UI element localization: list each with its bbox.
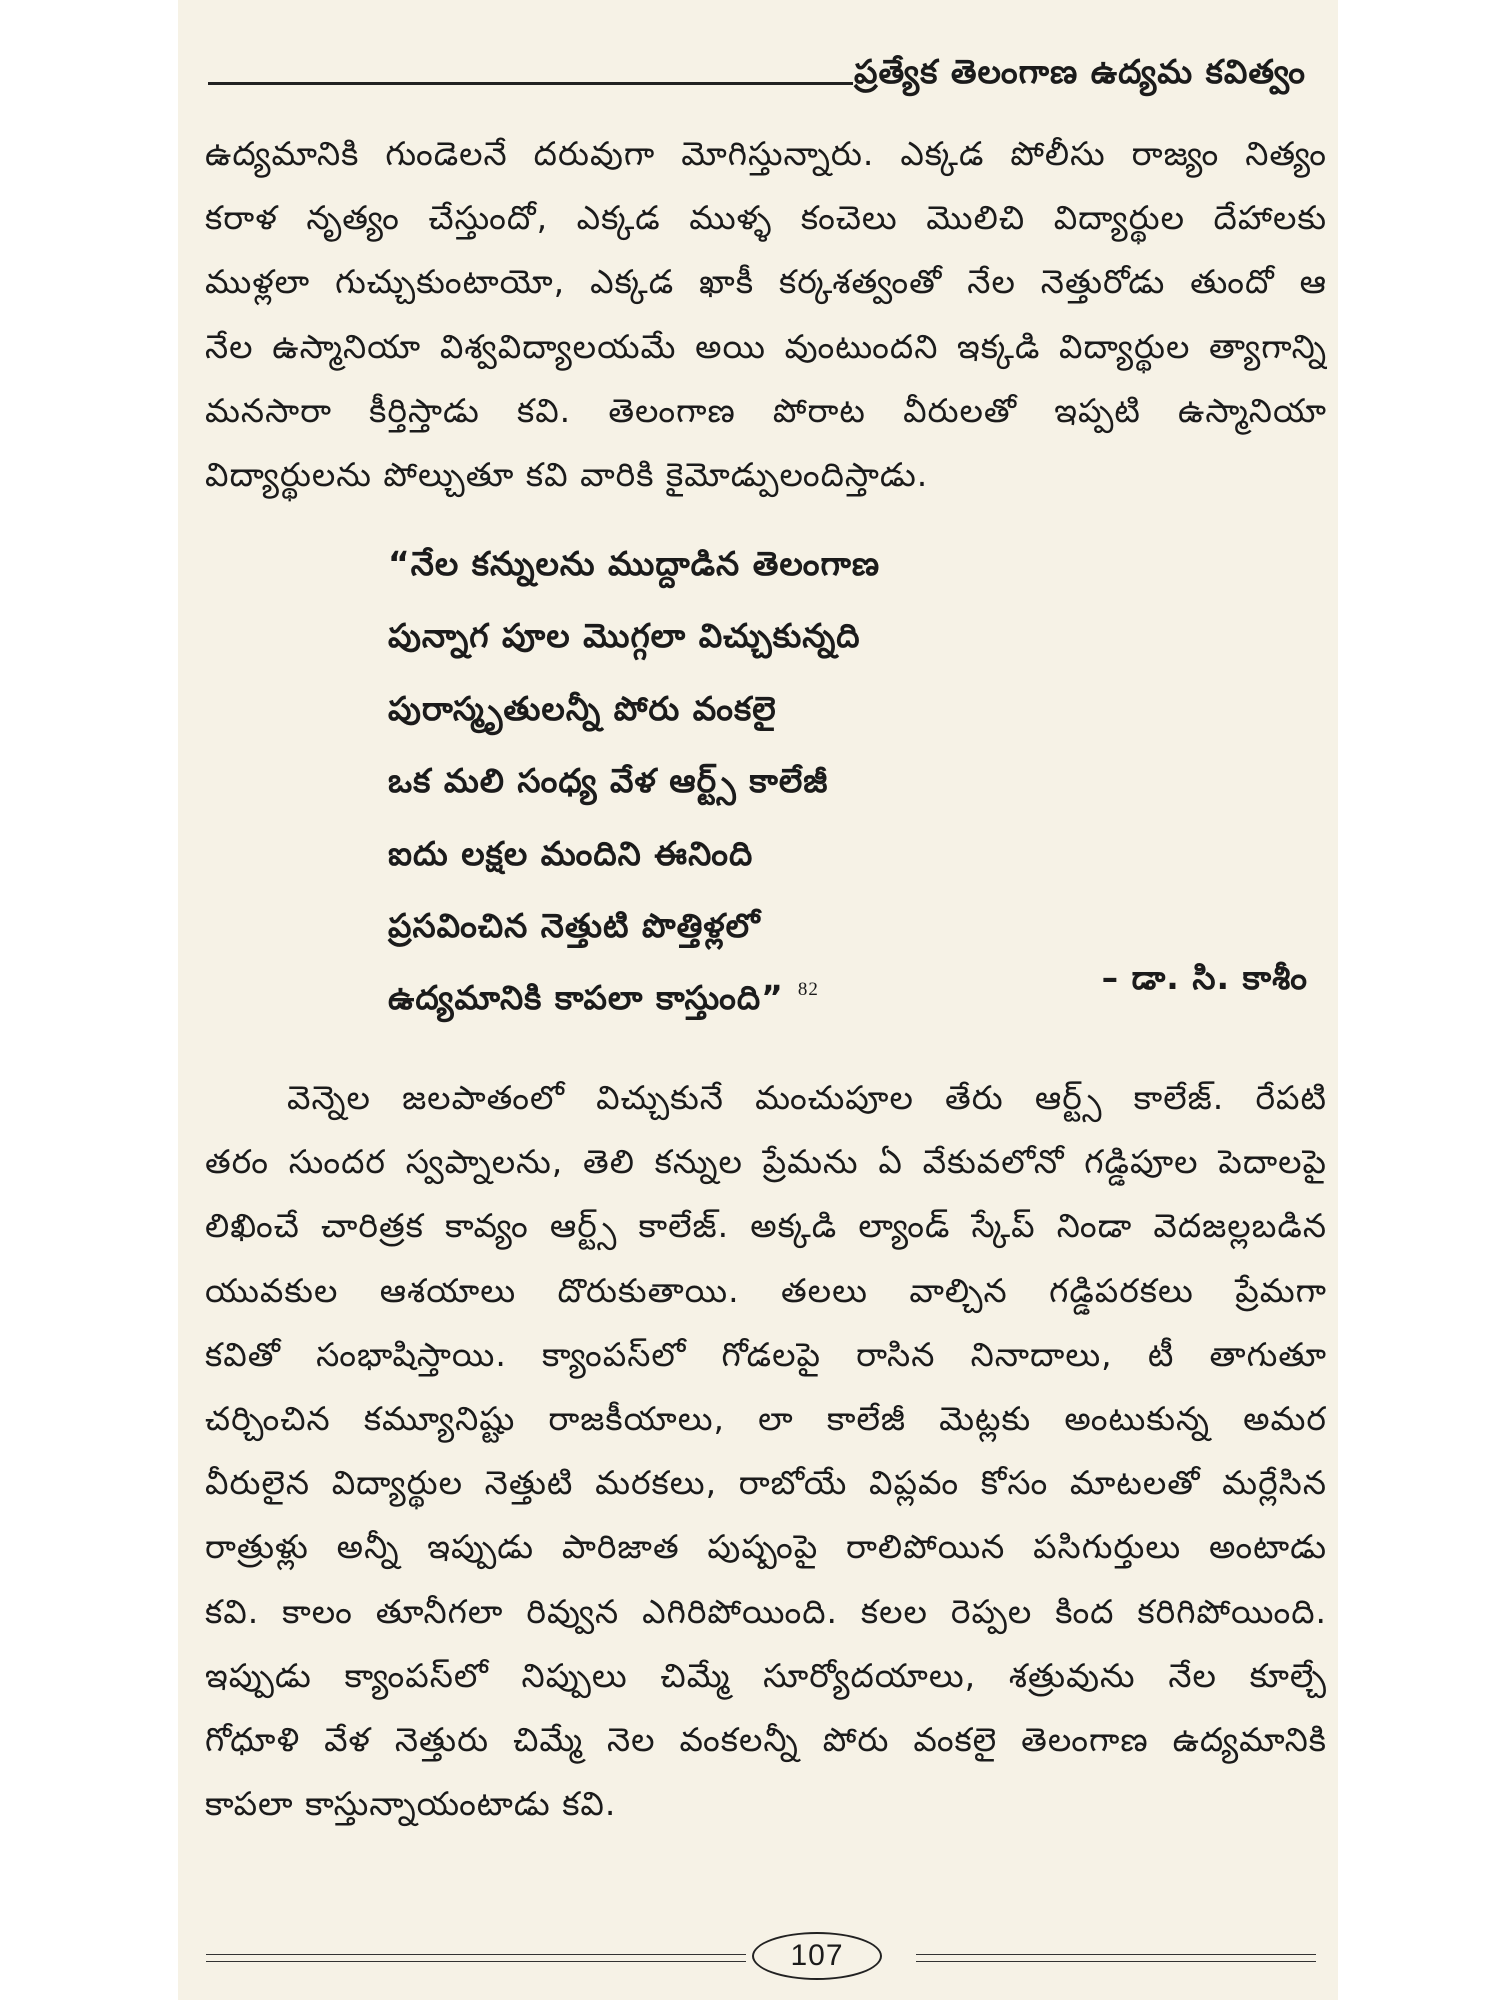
running-header <box>208 40 1306 100</box>
text-line: చర్చించిన కమ్యూనిష్టు రాజకీయాలు, లా కాలేజీ మెట్లకు అంటుకున్న అమర <box>205 1399 1327 1439</box>
header-rule <box>208 82 853 85</box>
text-line: యువకుల ఆశయాలు దొరుకుతాయి. తలలు వాల్చిన గడ్డిపరకలు ప్రేమగా <box>205 1270 1327 1310</box>
text-line: మనసారా కీర్తిస్తాడు కవి. తెలంగాణ పోరాట వీరులతో ఇప్పటి ఉస్మానియా <box>205 390 1327 430</box>
book-page <box>178 0 1338 2000</box>
footnote-marker: 82 <box>797 979 819 1001</box>
text-line: కాపలా కాస్తున్నాయంటాడు కవి. <box>205 1784 617 1824</box>
text-line: కవితో సంభాషిస్తాయి. క్యాంపస్‌లో గోడలపై రాసిన నినాదాలు, టీ తాగుతూ <box>205 1334 1327 1374</box>
poem-line: ప్రసవించిన నెత్తుటి పొత్తిళ్లలో <box>388 906 761 946</box>
text-line: నేల ఉస్మానియా విశ్వవిద్యాలయమే అయి వుంటుందని ఇక్కడి విద్యార్థుల త్యాగాన్ని <box>205 326 1327 366</box>
text-line: ముళ్లలా గుచ్చుకుంటాయో, ఎక్కడ ఖాకీ కర్కశత్వంతో నేల నెత్తురోడు తుందో ఆ <box>205 262 1327 302</box>
poem-line: పున్నాగ పూల మొగ్గలా విచ్చుకున్నది <box>388 616 861 656</box>
text-line: విద్యార్థులను పోల్చుతూ కవి వారికి కైమోడ్పులందిస్తాడు. <box>205 455 929 495</box>
text-line: కరాళ నృత్యం చేస్తుందో, ఎక్కడ ముళ్ళ కంచెలు మొలిచి విద్యార్థుల దేహాలకు <box>205 198 1327 238</box>
poem-attribution: – డా. సి. కాశీం <box>1101 958 1308 997</box>
text-line: కవి. కాలం తూనీగలా రివ్వున ఎగిరిపోయింది. కలల రెప్పల కింద కరిగిపోయింది. <box>205 1591 1327 1631</box>
poem-line-text: ఉద్యమానికి కాపలా కాస్తుంది” <box>388 978 784 1018</box>
paragraph-2 <box>205 1066 1327 1836</box>
poem-line: ఒక మలి సంధ్య వేళ ఆర్ట్స్ కాలేజీ <box>388 761 829 801</box>
text-line: ఉద్యమానికి గుండెలనే దరువుగా మోగిస్తున్నారు. ఎక్కడ పోలీసు రాజ్యం నిత్యం <box>205 134 1327 173</box>
text-line: వీరులైన విద్యార్థుల నెత్తుటి మరకలు, రాబోయే విప్లవం కోసం మాటలతో మర్లేసిన <box>205 1463 1327 1503</box>
poem-line: ఐదు లక్షల మందిని ఈనింది <box>388 833 754 873</box>
text-line: గోధూళి వేళ నెత్తురు చిమ్మే నెల వంకలన్నీ పోరు వంకలై తెలంగాణ ఉద్యమానికి <box>205 1720 1327 1760</box>
page-footer <box>206 1926 1316 1986</box>
page-number: 107 <box>752 1932 882 1980</box>
poem-line: “నేల కన్నులను ముద్దాడిన తెలంగాణ <box>388 544 881 583</box>
running-title: ప్రత్యేక తెలంగాణ ఉద్యమ కవిత్వం <box>854 52 1306 91</box>
text-line: లిఖించే చారిత్రక కావ్యం ఆర్ట్స్ కాలేజ్. అక్కడి ల్యాండ్ స్కేప్ నిండా వెదజల్లబడిన <box>205 1206 1327 1246</box>
poem-line: పురాస్మృతులన్నీ పోరు వంకలై <box>388 688 777 728</box>
text-line: వెన్నెల జలపాతంలో విచ్చుకునే మంచుపూల తేరు ఆర్ట్స్ కాలేజ్. రేపటి <box>287 1078 1327 1117</box>
paragraph-1 <box>205 122 1327 507</box>
footer-rule-right <box>916 1954 1316 1962</box>
text-line: ఇప్పుడు క్యాంపస్‌లో నిప్పులు చిమ్మే సూర్యోదయాలు, శత్రువును నేల కూల్చే <box>205 1655 1327 1695</box>
text-line: రాత్రుళ్లు అన్నీ ఇప్పుడు పారిజాత పుష్పంపై రాలిపోయిన పసిగుర్తులు అంటాడు <box>205 1527 1327 1567</box>
text-line: తరం సుందర స్వప్నాలను, తెలి కన్నుల ప్రేమను ఏ వేకువలోనో గడ్డిపూల పెదాలపై <box>205 1142 1327 1182</box>
footer-rule-left <box>206 1954 746 1962</box>
